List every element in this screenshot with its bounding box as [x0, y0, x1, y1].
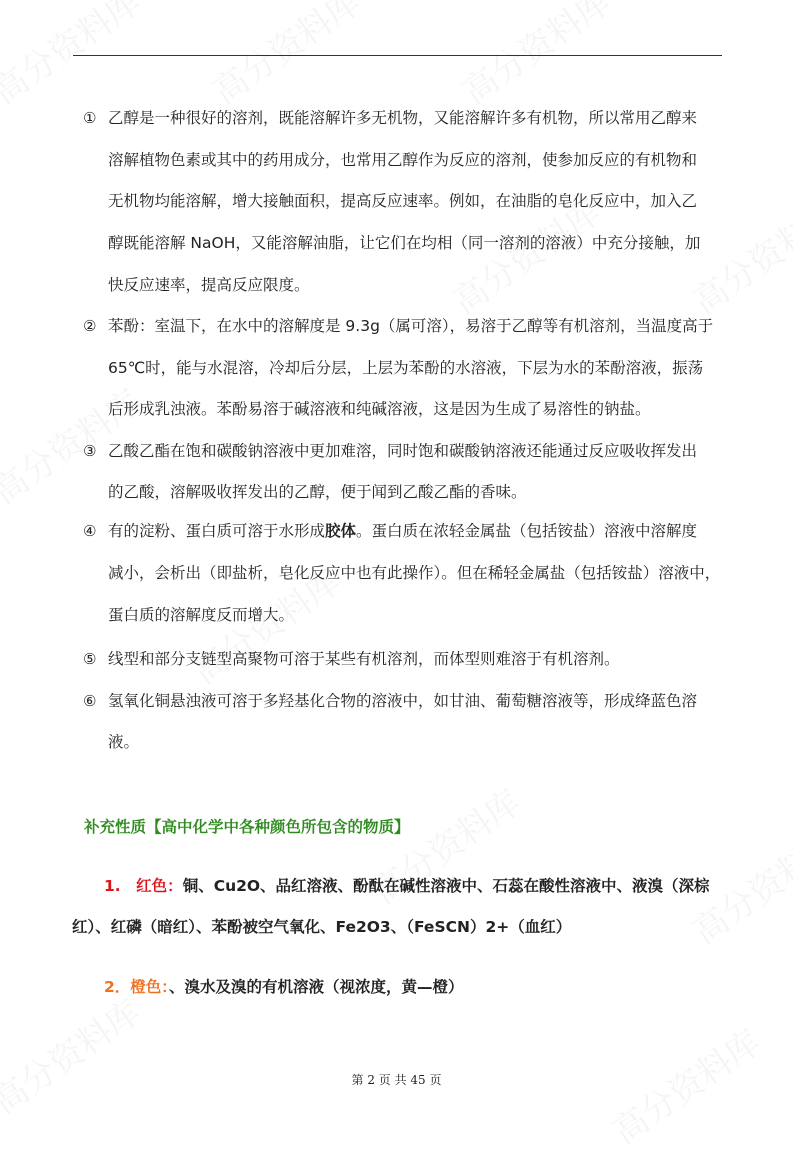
paragraph-line: 液。: [108, 733, 140, 751]
paragraph-line: 的乙酸，溶解吸收挥发出的乙醇，便于闻到乙酸乙酯的香味。: [108, 483, 527, 501]
red-color-line: [104, 876, 710, 896]
section-heading: 补充性质【高中化学中各种颜色所包含的物质】: [84, 818, 410, 836]
item-marker: ③: [83, 442, 97, 460]
paragraph-line: 乙酸乙酯在饱和碳酸钠溶液中更加难溶，同时饱和碳酸钠溶液还能通过反应吸收挥发出: [108, 442, 698, 460]
paragraph-line: [108, 521, 697, 541]
paragraph-line: 乙醇是一种很好的溶剂，既能溶解许多无机物，又能溶解许多有机物，所以常用乙醇来: [108, 109, 698, 127]
paragraph-line: 65℃时，能与水混溶，冷却后分层，上层为苯酚的水溶液，下层为水的苯酚溶液，振荡: [108, 359, 704, 377]
text: 有的淀粉、蛋白质可溶于水形成: [108, 522, 326, 540]
paragraph-line: 氢氧化铜悬浊液可溶于多羟基化合物的溶液中，如甘油、葡萄糖溶液等，形成绛蓝色溶: [108, 692, 698, 710]
text: 、溴水及溴的有机溶液（视浓度，黄—橙）: [169, 978, 464, 996]
emphasis-text: 胶体: [325, 522, 357, 540]
header-rule: [73, 55, 722, 56]
watermark: [681, 186, 793, 324]
paragraph-line: 蛋白质的溶解度反而增大。: [108, 606, 295, 624]
item-marker: ①: [83, 109, 97, 127]
item-marker: ②: [83, 317, 97, 335]
text: 。蛋白质在浓轻金属盐（包括铵盐）溶液中溶解度: [356, 522, 698, 540]
paragraph-line: 溶解植物色素或其中的药用成分，也常用乙醇作为反应的溶剂，使参加反应的有机物和: [108, 151, 698, 169]
paragraph-line: 线型和部分支链型高聚物可溶于某些有机溶剂，而体型则难溶于有机溶剂。: [108, 650, 620, 668]
item-marker: ④: [83, 522, 97, 540]
item-marker: ⑥: [83, 692, 97, 710]
orange-label: 2．橙色：: [104, 978, 170, 996]
paragraph-line: 后形成乳浊液。苯酚易溶于碱溶液和纯碱溶液，这是因为生成了易溶性的钠盐。: [108, 400, 651, 418]
paragraph-line: 苯酚：室温下，在水中的溶解度是 9.3g（属可溶），易溶于乙醇等有机溶剂，当温度高于: [108, 317, 714, 335]
page-footer: 第 2 页 共 45 页: [351, 1073, 442, 1087]
paragraph-line: 快反应速率，提高反应限度。: [108, 276, 310, 294]
watermark: [201, 0, 368, 113]
paragraph-line: 无机物均能溶解，增大接触面积，提高反应速率。例如，在油脂的皂化反应中，加入乙: [108, 192, 698, 210]
paragraph-line: 减小，会析出（即盐析，皂化反应中也有此操作）。但在稀轻金属盐（包括铵盐）溶液中，: [108, 564, 721, 582]
watermark: [451, 0, 618, 113]
paragraph-line: 醇既能溶解 NaOH，又能溶解油脂，让它们在均相（同一溶剂的溶液）中充分接触，加: [108, 234, 701, 252]
item-marker: ⑤: [83, 650, 97, 668]
red-label: 1. 红色：: [104, 877, 183, 895]
watermark: [0, 0, 149, 113]
text: 铜、Cu2O、品红溶液、酚酞在碱性溶液中、石蕊在酸性溶液中、液溴（深棕: [182, 877, 710, 895]
watermark: [0, 986, 149, 1124]
orange-color-line: [104, 977, 464, 997]
paragraph-line: 红）、红磷（暗红）、苯酚被空气氧化、Fe2O3、（FeSCN）2+（血红）: [72, 918, 572, 936]
